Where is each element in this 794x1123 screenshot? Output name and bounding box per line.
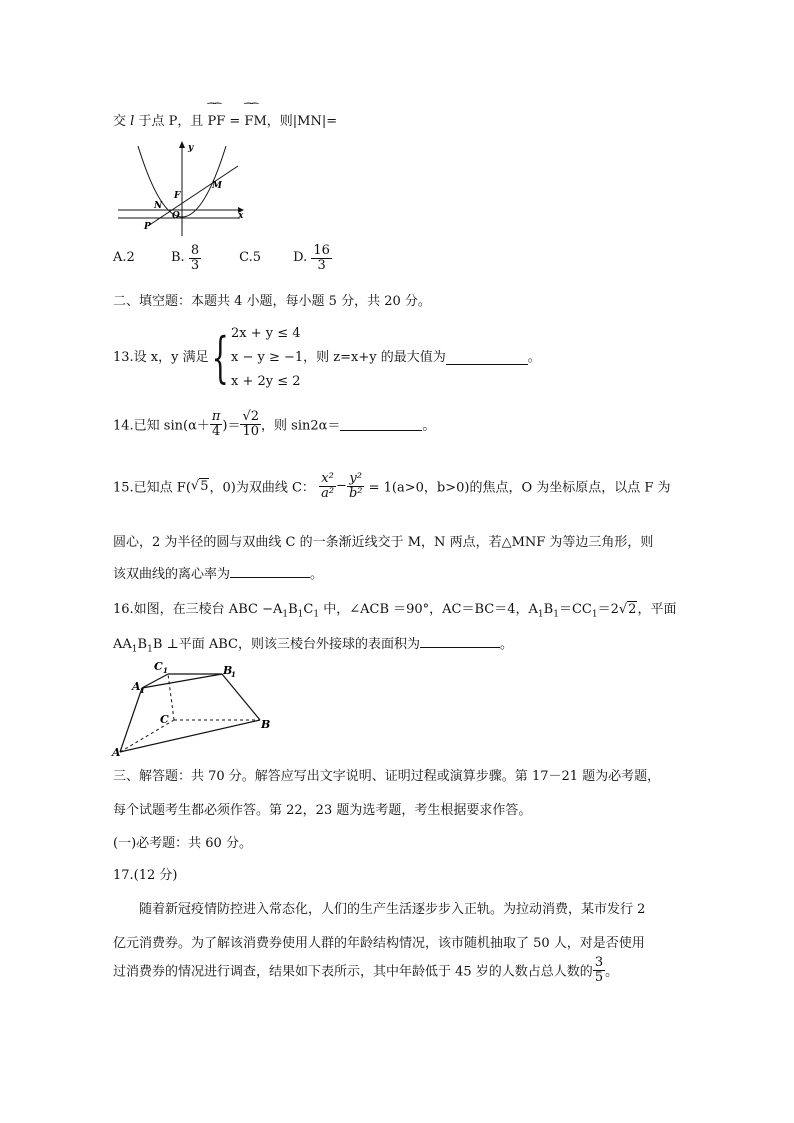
option-b-fraction: $\frac{8}{3}$: [190, 243, 200, 273]
label-a: A: [112, 746, 121, 758]
q13-end: 。: [527, 350, 541, 365]
q13: [113, 322, 541, 394]
label-c1: C: [154, 660, 163, 673]
q17-paragraph-line-1: 随着新冠疫情防控进入常态化，人们的生产生活逐步步入正轨。为拉动消费，某市发行 2: [139, 902, 646, 917]
label-x: x: [238, 211, 244, 221]
q12-text: 于点 P，且: [134, 114, 208, 129]
q12-figure: [110, 138, 250, 238]
q13-brace: {: [211, 326, 229, 389]
q17-paragraph-line-2: 亿元消费券。为了解该消费券使用人群的年龄结构情况，该市随机抽取了 50 人，对是否使用: [113, 936, 645, 951]
q17-heading: 17.(12 分): [113, 868, 178, 883]
option-d-prefix: D.: [293, 250, 308, 266]
q14-end: 。: [422, 418, 436, 434]
q12-tail-line: [113, 110, 337, 129]
q13-system: [231, 322, 303, 394]
q12-options: [113, 244, 332, 272]
q15-sqrt5: √5: [190, 478, 209, 494]
q17-paragraph-line-3: 过消费券的情况进行调查，结果如下表所示，其中年龄低于 45 岁的人数占总人数的 $\frac{3}{5}$ 。: [113, 955, 619, 985]
q13-condition-3: x + 2y ≤ 2: [230, 374, 301, 389]
q15-x2-over-a2: $\frac{\text{x²}}{\text{a²}}$: [321, 471, 335, 501]
q15-minus: −: [336, 478, 347, 494]
label-y: y: [188, 143, 194, 153]
q15-text: 15.已知点 F(: [113, 480, 191, 496]
part-1-heading: (一)必考题：共 60 分。: [113, 836, 252, 851]
section-2-title: 二、填空题：本题共 4 小题，每小题 5 分，共 20 分。: [113, 294, 431, 309]
q15-line-2: 圆心，2 为半径的圆与双曲线 C 的一条渐近线交于 M，N 两点，若△MNF 为等边三角形，则: [113, 535, 654, 550]
q15-end: 。: [310, 567, 324, 582]
label-n: N: [154, 201, 163, 211]
label-a1-sub: 1: [140, 686, 145, 695]
q15-text: 该双曲线的离心率为: [113, 567, 231, 582]
q16-end: 。: [500, 637, 514, 652]
label-b1: B: [223, 664, 233, 677]
q13-answer-blank[interactable]: [446, 352, 528, 365]
label-b: B: [261, 718, 271, 731]
section-3-title-line-2: 每个试题考生都必须作答。第 22，23 题为选考题，考生根据要求作答。: [113, 803, 532, 818]
label-o: O: [172, 211, 180, 221]
q15-text: ，0)为双曲线 C：: [209, 480, 315, 496]
option-a: A.2: [113, 250, 135, 266]
label-p: P: [144, 222, 151, 232]
q13-prefix: 13.设 x，y 满足: [113, 350, 209, 365]
q13-condition-2: x − y ≥ −1: [230, 350, 304, 365]
label-c1-sub: 1: [163, 666, 168, 675]
q12-text: 交: [113, 114, 131, 129]
q15-line-3: [113, 563, 323, 582]
q15-answer-blank[interactable]: [230, 565, 310, 578]
line-l: l: [130, 114, 135, 129]
q12-text: =: [225, 114, 245, 129]
q14-pi-over-4: $\frac{\pi}{4}$: [211, 409, 221, 439]
q14-rhs-fraction: $\frac{√2}{10}$: [242, 409, 260, 439]
q16-line-1: 16.如图，在三棱台 ABC $-A_1B_1C_1$ 中，∠ACB ＝90°，AC＝BC＝4，$A_1B_1=CC_1=2√2$，平面: [113, 602, 677, 620]
label-a1: A: [132, 680, 141, 693]
q13-condition-1: 2x + y ≤ 4: [230, 326, 301, 341]
label-m: M: [212, 181, 222, 191]
q12-text: ，则|MN|=: [266, 114, 338, 129]
q14: [113, 410, 435, 438]
q16-sqrt2: √2: [618, 602, 637, 617]
label-f: F: [174, 191, 181, 201]
q15-y2-over-b2: $\frac{\text{y²}}{\text{b²}}$: [348, 471, 363, 501]
q15-text: = 1(a>0，b>0)的焦点，O 为坐标原点，以点 F 为: [364, 480, 671, 496]
vector-pf: ⁀⁀ PF: [207, 114, 225, 129]
option-d-fraction: $\frac{16}{3}$: [313, 243, 330, 273]
label-b1-sub: 1: [231, 670, 236, 679]
q14-mid: )＝: [222, 418, 241, 434]
q16-line-2: $AA_1B_1B$ ⊥平面 ABC，则该三棱台外接球的表面积为 。: [113, 637, 514, 655]
q14-answer-blank[interactable]: [340, 418, 422, 431]
q14-suffix: ，则 sin2α＝: [261, 418, 341, 434]
label-c: C: [160, 713, 169, 726]
option-b-prefix: B.: [171, 250, 185, 266]
vector-fm: ⁀⁀ FM: [244, 114, 266, 129]
q16-answer-blank[interactable]: [420, 635, 500, 648]
q13-suffix: ，则 z=x+y 的最大值为: [303, 350, 446, 365]
q14-prefix: 14.已知 sin(α＋: [113, 418, 210, 434]
q15-line-1: [113, 472, 671, 500]
option-c: C.5: [239, 250, 261, 266]
section-3-title-line-1: 三、解答题：共 70 分。解答应写出文字说明、证明过程或演算步骤。第 17－21 题为必考题，: [113, 769, 661, 784]
q17-three-fifths: $\frac{3}{5}$: [594, 955, 604, 985]
q16-frustum-figure: [110, 658, 280, 758]
